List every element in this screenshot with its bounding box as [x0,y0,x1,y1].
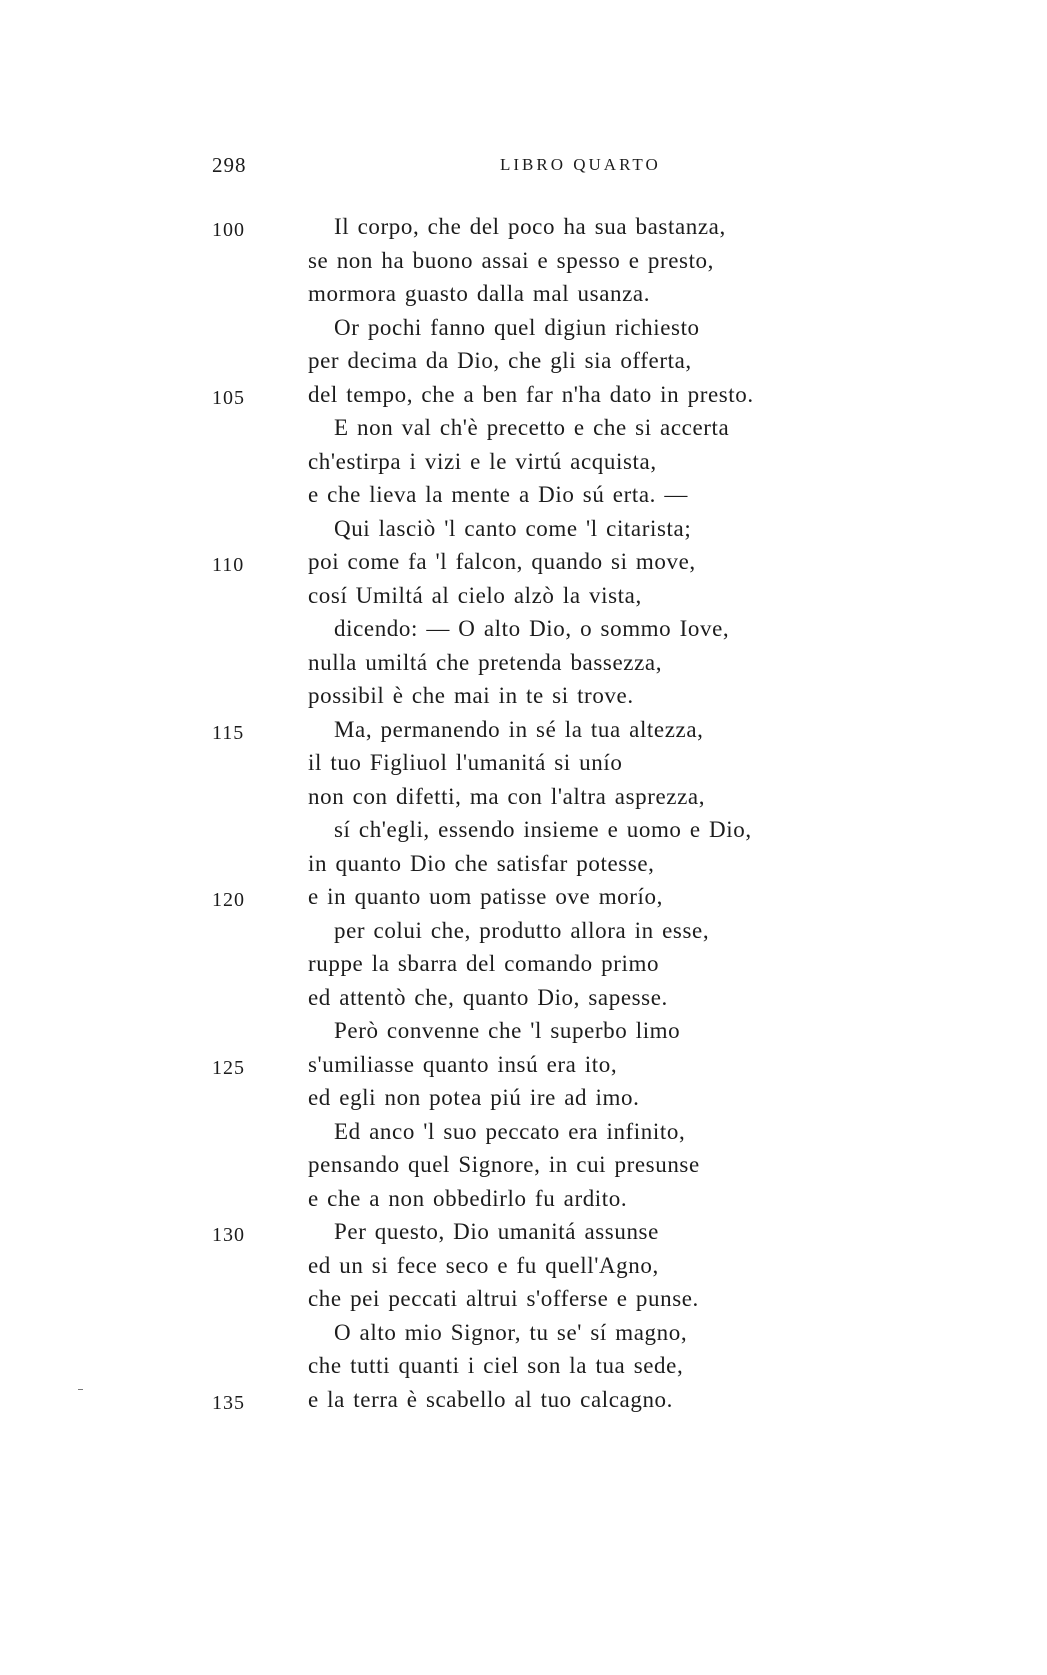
line-number: 105 [212,386,245,409]
verse-text: s'umiliasse quanto insú era ito, [308,1051,618,1077]
verse-text: possibil è che mai in te si trove. [308,683,634,708]
verse-line [0,445,1047,479]
running-title: LIBRO QUARTO [500,155,661,174]
verse-text: e che lieva la mente a Dio sú erta. — [308,482,688,507]
verse-line [0,914,1047,948]
verse-text: dicendo: — O alto Dio, o sommo Iove, [334,616,730,641]
verse-line [0,1081,1047,1115]
verse-line [0,1383,1047,1417]
verse-text: Ed anco 'l suo peccato era infinito, [334,1118,686,1144]
verse-text: per colui che, produtto allora in esse, [334,917,710,943]
verse-text: poi come fa 'l falcon, quando si move, [308,549,696,574]
verse-line [0,1316,1047,1350]
page-header [0,153,1047,179]
verse-line [0,713,1047,747]
page-number: 298 [212,153,247,177]
verse-line [0,880,1047,914]
verse-text: Il corpo, che del poco ha sua bastanza, [334,214,726,239]
verse-line [0,244,1047,278]
verse-line [0,612,1047,646]
verse-line [0,512,1047,546]
line-number: 100 [212,219,245,241]
verse-text: pensando quel Signore, in cui presunse [308,1152,700,1177]
verse-text: Per questo, Dio umanitá assunse [334,1219,659,1244]
verse-text: ed egli non potea piú ire ad imo. [308,1085,640,1110]
verse-text: mormora guasto dalla mal usanza. [308,281,651,306]
verse-text: se non ha buono assai e spesso e presto, [308,247,715,273]
verse-line [0,311,1047,345]
verse-text: cosí Umiltá al cielo alzò la vista, [308,582,642,608]
verse-text: per decima da Dio, che gli sia offerta, [308,348,692,373]
poem-text [0,210,1047,1416]
line-number: 135 [212,1391,245,1414]
verse-text: ed attentò che, quanto Dio, sapesse. [308,984,668,1010]
verse-line [0,545,1047,579]
verse-text: sí ch'egli, essendo insieme e uomo e Dio, [334,817,752,842]
verse-text: ch'estirpa i vizi e le virtú acquista, [308,448,657,474]
line-number: 120 [212,889,245,911]
verse-line [0,478,1047,512]
line-number: 110 [212,554,245,576]
verse-line [0,579,1047,613]
verse-line [0,646,1047,680]
verse-line [0,1182,1047,1216]
verse-line [0,210,1047,244]
verse-text: ruppe la sbarra del comando primo [308,951,660,976]
verse-line [0,679,1047,713]
page-mark [78,1389,83,1390]
verse-line [0,1115,1047,1149]
verse-line [0,1148,1047,1182]
verse-text: e che a non obbedirlo fu ardito. [308,1185,628,1211]
verse-line [0,847,1047,881]
verse-line [0,746,1047,780]
verse-text: e la terra è scabello al tuo calcagno. [308,1386,674,1412]
verse-text: del tempo, che a ben far n'ha dato in presto. [308,381,754,407]
verse-line [0,947,1047,981]
verse-line [0,1349,1047,1383]
verse-line [0,1014,1047,1048]
verse-line [0,1215,1047,1249]
verse-text: non con difetti, ma con l'altra asprezza, [308,783,706,809]
verse-line [0,378,1047,412]
verse-text: Qui lasciò 'l canto come 'l citarista; [334,515,692,541]
verse-text: in quanto Dio che satisfar potesse, [308,850,655,876]
verse-text: ed un si fece seco e fu quell'Agno, [308,1252,659,1278]
verse-line [0,780,1047,814]
verse-line [0,411,1047,445]
line-number: 115 [212,721,245,744]
verse-text: il tuo Figliuol l'umanitá si unío [308,750,623,775]
verse-line [0,277,1047,311]
verse-text: che pei peccati altrui s'offerse e punse. [308,1286,699,1311]
verse-text: O alto mio Signor, tu se' sí magno, [334,1319,688,1345]
verse-text: e in quanto uom patisse ove morío, [308,884,663,909]
verse-line [0,813,1047,847]
line-number: 130 [212,1224,245,1246]
verse-text: E non val ch'è precetto e che si accerta [334,415,730,440]
verse-text: Ma, permanendo in sé la tua altezza, [334,716,704,742]
verse-text: Però convenne che 'l superbo limo [334,1018,681,1043]
verse-line [0,1249,1047,1283]
line-number: 125 [212,1056,245,1079]
verse-line [0,1282,1047,1316]
verse-text: Or pochi fanno quel digiun richiesto [334,314,700,340]
verse-text: che tutti quanti i ciel son la tua sede, [308,1353,684,1378]
verse-line [0,344,1047,378]
verse-line [0,981,1047,1015]
verse-line [0,1048,1047,1082]
verse-text: nulla umiltá che pretenda bassezza, [308,649,663,675]
